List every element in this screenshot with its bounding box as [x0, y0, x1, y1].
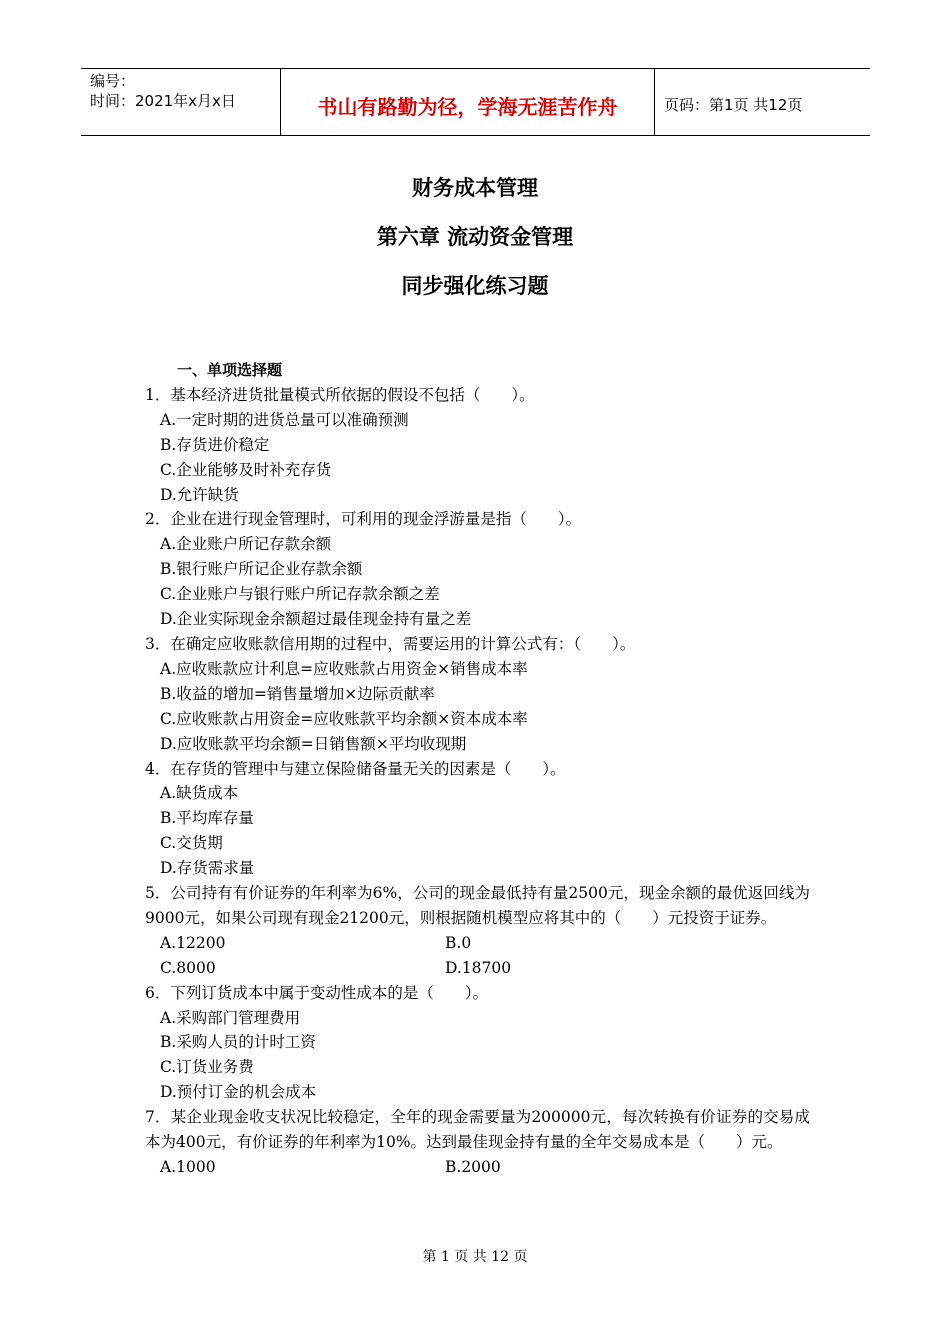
header-meta-cell [81, 69, 281, 135]
exercise-title: 同步强化练习题 [401, 274, 549, 298]
option-a: A.采购部门管理费用 [160, 1008, 301, 1027]
option-b: B.平均库存量 [160, 809, 254, 828]
section-heading: 一、单项选择题 [177, 361, 283, 379]
question-stem: 1．基本经济进货批量模式所依据的假设不包括（ ）。 [145, 385, 535, 404]
question-stem: 5．公司持有有价证券的年利率为6%，公司的现金最低持有量2500元，现金余额的最优返回线为9000元，如果公司现有现金21200元，则根据随机模型应将其中的（ ）元投资于证券。 [145, 884, 810, 927]
option-d: D.18700 [445, 958, 512, 977]
question-4 [145, 757, 810, 882]
option-c: C.8000 [160, 958, 216, 977]
option-b: B.收益的增加=销售量增加×边际贡献率 [160, 684, 435, 703]
question-7 [145, 1105, 810, 1180]
question-6 [145, 981, 810, 1106]
option-b: B.存货进价稳定 [160, 435, 270, 454]
option-a: A.应收账款应计利息=应收账款占用资金×销售成本率 [160, 659, 528, 678]
header-motto: 书山有路勤为径，学海无涯苦作舟 [281, 69, 655, 135]
question-5 [145, 881, 810, 981]
option-row [145, 956, 810, 981]
option-c: C.应收账款占用资金=应收账款平均余额×资本成本率 [160, 709, 528, 728]
option-c: C.企业能够及时补充存货 [160, 460, 332, 479]
option-row [145, 1155, 810, 1180]
option-b: B.2000 [445, 1158, 501, 1176]
option-d: D.允许缺货 [160, 485, 239, 504]
option-b: B.银行账户所记企业存款余额 [160, 560, 363, 579]
option-a: A.企业账户所记存款余额 [160, 535, 332, 554]
question-stem: 3．在确定应收账款信用期的过程中，需要运用的计算公式有：（ ）。 [145, 634, 636, 653]
option-a: A.缺货成本 [160, 784, 239, 803]
option-c: C.交货期 [160, 834, 223, 853]
option-a: A.12200 [160, 933, 226, 952]
question-1 [145, 383, 810, 508]
question-3 [145, 632, 810, 757]
question-stem: 7．某企业现金收支状况比较稳定，全年的现金需要量为200000元，每次转换有价证券的交易成本为400元，有价证券的年利率为10%。达到最佳现金持有量的全年交易成本是（ ）元。 [145, 1108, 810, 1152]
option-d: D.企业实际现金余额超过最佳现金持有量之差 [160, 610, 472, 629]
option-row [145, 931, 810, 956]
question-2 [145, 507, 810, 632]
option-a: A.1000 [160, 1158, 216, 1176]
document-title: 财务成本管理 [412, 176, 538, 200]
page-footer: 第 1 页 共 12 页 [422, 1249, 528, 1265]
question-stem: 2．企业在进行现金管理时，可利用的现金浮游量是指（ ）。 [145, 510, 582, 529]
option-d: D.预付订金的机会成本 [160, 1083, 317, 1102]
question-stem: 6．下列订货成本中属于变动性成本的是（ ）。 [145, 983, 489, 1002]
chapter-title: 第六章 流动资金管理 [376, 225, 574, 249]
header-page-info: 页码：第1页 共12页 [664, 95, 803, 114]
option-b: B.0 [445, 933, 472, 952]
option-b: B.采购人员的计时工资 [160, 1033, 316, 1052]
time-label: 时间：2021年x月x日 [90, 92, 236, 110]
option-c: C.企业账户与银行账户所记存款余额之差 [160, 585, 440, 604]
code-label: 编号： [90, 72, 136, 90]
option-d: D.存货需求量 [160, 859, 255, 878]
page-header-table [81, 68, 870, 136]
option-c: C.订货业务费 [160, 1058, 254, 1077]
question-stem: 4．在存货的管理中与建立保险储备量无关的因素是（ ）。 [145, 759, 566, 778]
option-d: D.应收账款平均余额=日销售额×平均收现期 [160, 734, 467, 753]
question-list [145, 358, 810, 1180]
option-a: A.一定时期的进货总量可以准确预测 [160, 410, 409, 429]
